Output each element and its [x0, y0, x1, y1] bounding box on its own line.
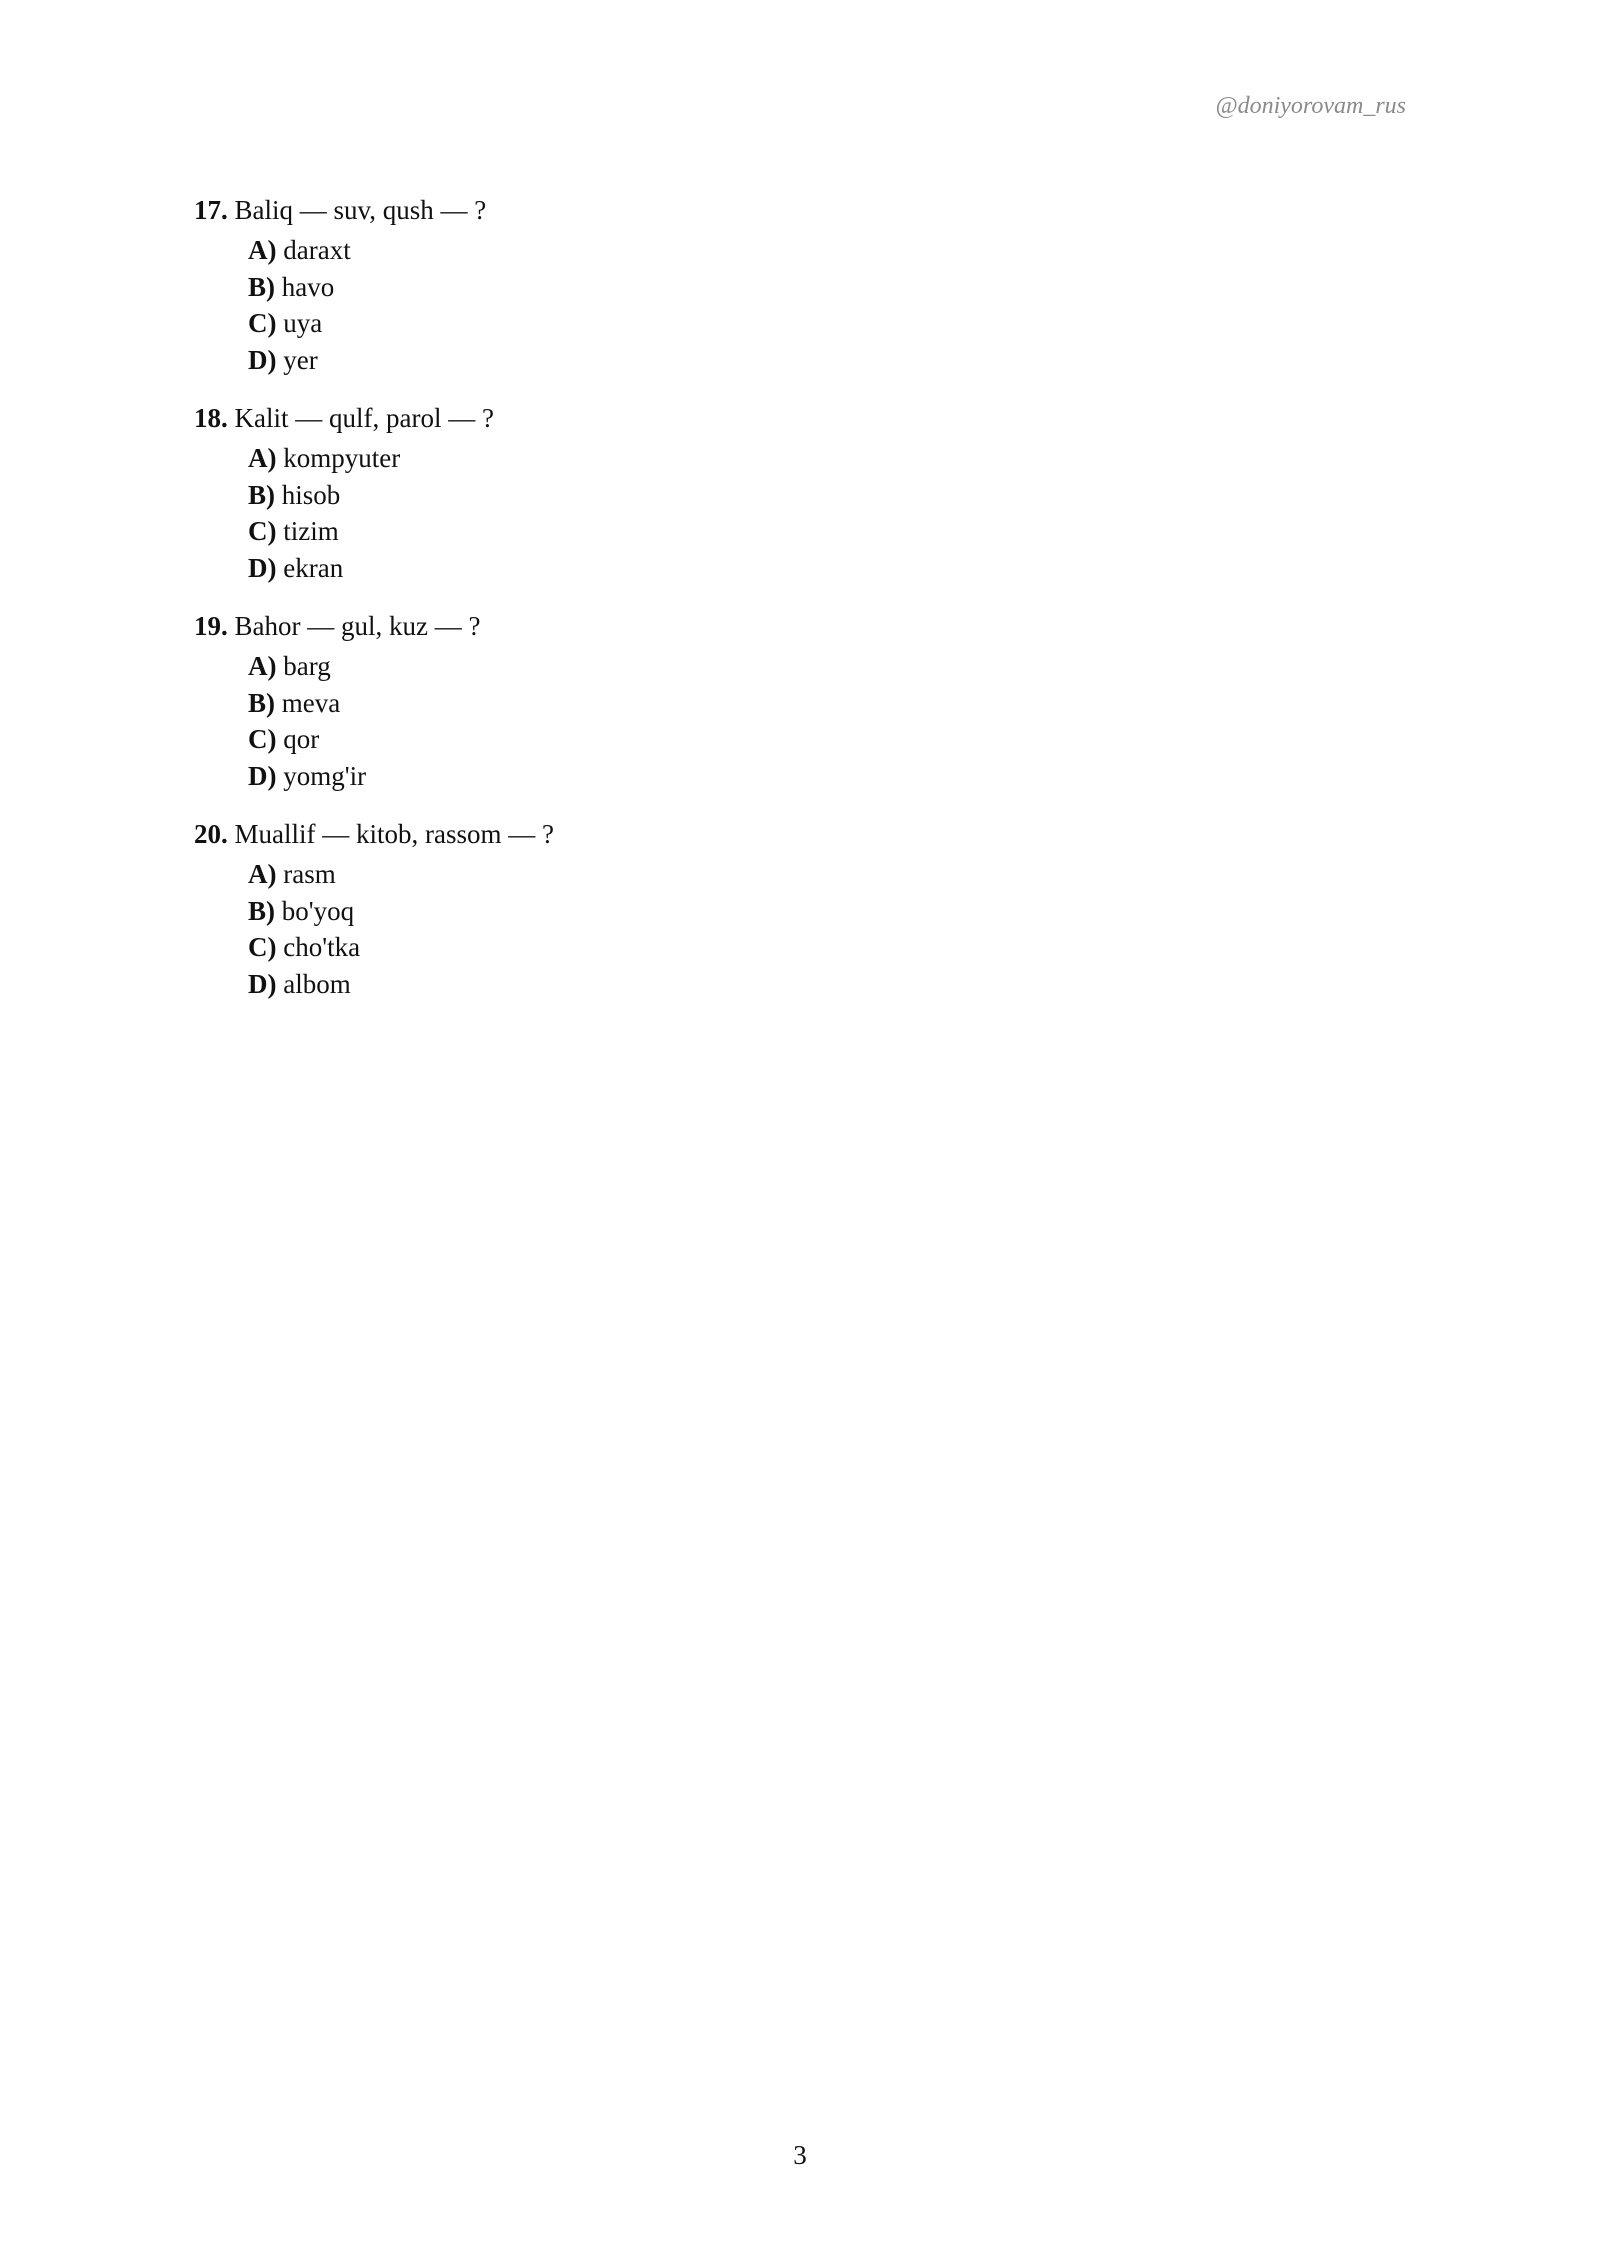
question-17 [194, 190, 1394, 378]
question-20 [194, 814, 1394, 1002]
question-prompt: Kalit — qulf, parol — ? [234, 403, 494, 433]
option-c [248, 929, 1394, 966]
option-letter: A) [248, 443, 277, 473]
option-list [248, 232, 1394, 378]
option-letter: D) [248, 760, 277, 791]
option-text: yomg'ir [283, 760, 367, 791]
option-letter: D) [248, 552, 277, 583]
option-text: hisob [281, 479, 341, 510]
option-text: qor [283, 724, 320, 754]
option-d [248, 342, 1394, 379]
question-18 [194, 398, 1394, 586]
option-a [248, 440, 1394, 477]
option-d [248, 758, 1394, 795]
option-b [248, 893, 1394, 930]
option-letter: B) [248, 479, 275, 510]
question-text [194, 814, 1394, 854]
option-letter: B) [248, 687, 275, 718]
question-19 [194, 606, 1394, 794]
option-a [248, 856, 1394, 893]
option-letter: C) [248, 724, 277, 754]
option-letter: A) [248, 235, 277, 265]
option-text: tizim [283, 516, 339, 546]
option-a [248, 648, 1394, 685]
option-text: kompyuter [283, 443, 401, 473]
question-list [194, 190, 1394, 1022]
option-c [248, 305, 1394, 342]
option-letter: C) [248, 516, 277, 546]
question-prompt: Muallif — kitob, rassom — ? [234, 819, 554, 849]
question-number: 18. [194, 403, 228, 433]
option-text: havo [281, 271, 335, 302]
option-c [248, 721, 1394, 758]
option-b [248, 477, 1394, 514]
question-text [194, 398, 1394, 438]
option-letter: B) [248, 895, 275, 926]
option-c [248, 513, 1394, 550]
option-d [248, 966, 1394, 1003]
question-number: 17. [194, 195, 228, 225]
option-letter: A) [248, 651, 277, 681]
question-number: 19. [194, 611, 228, 641]
option-b [248, 685, 1394, 722]
option-text: ekran [283, 552, 344, 583]
option-text: yer [283, 344, 318, 375]
option-letter: B) [248, 271, 275, 302]
question-prompt: Bahor — gul, kuz — ? [234, 611, 481, 641]
option-list [248, 440, 1394, 586]
option-text: albom [283, 968, 351, 999]
option-text: bo'yoq [281, 895, 355, 926]
option-letter: C) [248, 308, 277, 338]
option-list [248, 648, 1394, 794]
option-letter: A) [248, 859, 277, 889]
option-text: cho'tka [283, 932, 361, 962]
option-b [248, 269, 1394, 306]
option-letter: C) [248, 932, 277, 962]
header-handle: @doniyorovam_rus [1215, 93, 1406, 119]
question-number: 20. [194, 819, 228, 849]
option-letter: D) [248, 344, 277, 375]
question-text [194, 190, 1394, 230]
option-a [248, 232, 1394, 269]
question-prompt: Baliq — suv, qush — ? [234, 195, 487, 225]
option-text: barg [283, 651, 331, 681]
option-d [248, 550, 1394, 587]
question-text [194, 606, 1394, 646]
option-text: daraxt [283, 235, 351, 265]
page-number: 3 [793, 2140, 807, 2170]
option-text: uya [283, 308, 323, 338]
option-list [248, 856, 1394, 1002]
option-letter: D) [248, 968, 277, 999]
option-text: meva [281, 687, 341, 718]
option-text: rasm [283, 859, 336, 889]
